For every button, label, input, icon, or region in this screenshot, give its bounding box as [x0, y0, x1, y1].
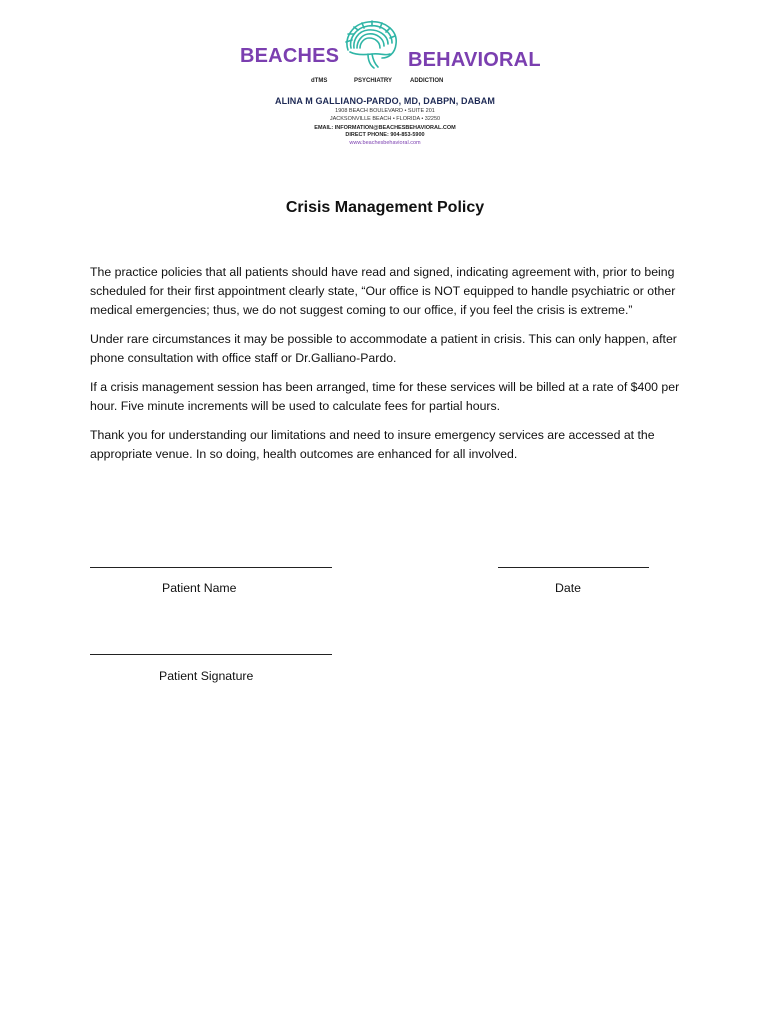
policy-paragraph: The practice policies that all patients should have read and signed, indicating agreement with, prior to being scheduled for their first appointment clearly state, “Our office is NOT equipped to handle psychiatric or other medical emergencies; thus, we do not suggest coming to our office, if you feel the crisis is extreme.”: [90, 265, 676, 317]
email-line: EMAIL: INFORMATION@BEACHESBEHAVIORAL.COM: [314, 125, 456, 131]
brain-logo-icon: [342, 18, 400, 72]
service-tag: PSYCHIATRY: [354, 78, 393, 84]
doctor-name: ALINA M GALLIANO-PARDO, MD, DABPN, DABAM: [275, 96, 495, 106]
phone-line: DIRECT PHONE: 904-853-5900: [345, 132, 425, 138]
address-line: 1908 BEACH BOULEVARD • SUITE 201: [335, 108, 435, 114]
service-tag: dTMS: [311, 78, 328, 84]
patient-name-label: Patient Name: [162, 581, 237, 595]
policy-paragraph: If a crisis management session has been arranged, time for these services will be billed at a rate of $400 per hour. Five minute increments will be used to calculate fees for partial hours.: [90, 380, 680, 413]
service-tag: ADDICTION: [410, 78, 444, 84]
brand-beaches: BEACHES: [240, 45, 340, 67]
policy-paragraph: Under rare circumstances it may be possible to accommodate a patient in crisis. This can only happen, after phone consultation with office staff or Dr.Galliano-Pardo.: [90, 332, 677, 365]
patient-signature-line[interactable]: [90, 654, 332, 655]
date-label: Date: [555, 581, 581, 595]
policy-body: [90, 263, 680, 474]
website-link[interactable]: www.beachesbehavioral.com: [349, 140, 421, 146]
patient-name-line[interactable]: [90, 567, 332, 568]
patient-signature-label: Patient Signature: [159, 669, 254, 683]
date-line[interactable]: [498, 567, 649, 568]
policy-paragraph: Thank you for understanding our limitations and need to insure emergency services are accessed at the appropriate venue. In so doing, health outcomes are enhanced for all involved.: [90, 428, 655, 461]
brand-behavioral: BEHAVIORAL: [408, 49, 541, 71]
document-title: Crisis Management Policy: [285, 199, 485, 216]
address-line: JACKSONVILLE BEACH • FLORIDA • 32250: [329, 116, 441, 122]
